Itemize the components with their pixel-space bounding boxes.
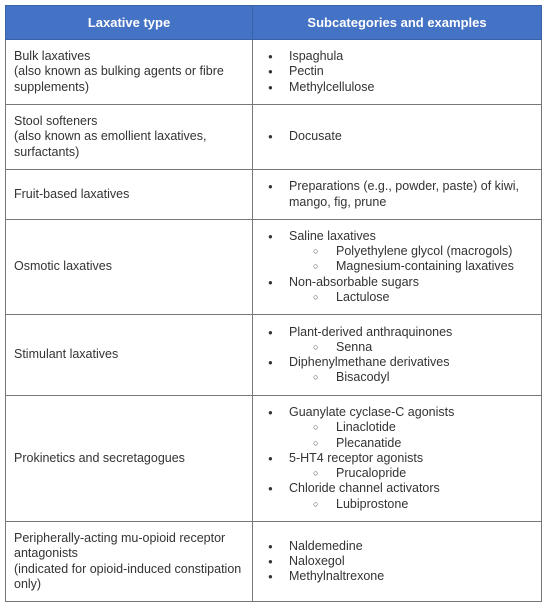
- laxative-type-name: Prokinetics and secretagogues: [14, 450, 185, 465]
- sub-list-item: ○ Senna: [313, 340, 533, 355]
- list-item-text: Pectin: [289, 64, 324, 79]
- laxative-type-name: Bulk laxatives: [14, 49, 91, 64]
- laxative-type-cell: [6, 40, 253, 105]
- table-row: [6, 105, 542, 170]
- list-item-text: Chloride channel activators: [289, 481, 440, 496]
- laxative-type-cell: [6, 396, 253, 522]
- sub-list-item: ○ Lactulose: [313, 290, 533, 305]
- table-row: [6, 40, 542, 105]
- list-item: [265, 64, 533, 79]
- list-item-text: Saline laxatives: [289, 228, 376, 243]
- examples-cell: [253, 40, 542, 105]
- list-item: [265, 49, 533, 64]
- examples-list: [265, 129, 533, 144]
- examples-list: [265, 325, 533, 386]
- list-item-text: 5-HT4 receptor agonists: [289, 450, 424, 465]
- examples-list: [265, 405, 533, 511]
- header-laxative-type: Laxative type: [6, 6, 253, 40]
- table-row: [6, 522, 542, 602]
- list-item: [265, 405, 533, 451]
- examples-cell: [253, 170, 542, 220]
- examples-list: [265, 229, 533, 305]
- examples-cell: [253, 220, 542, 315]
- examples-list: [265, 179, 533, 209]
- list-item-text: Methylcellulose: [289, 79, 375, 94]
- list-item-text: Naloxegol: [289, 553, 345, 568]
- sub-list: [289, 497, 533, 512]
- examples-cell: [253, 105, 542, 170]
- sub-list: [289, 340, 533, 355]
- laxative-type-cell: [6, 220, 253, 315]
- laxative-type-name: Fruit-based laxatives: [14, 186, 130, 201]
- table-row: [6, 220, 542, 315]
- laxative-type-name: Stimulant laxatives: [14, 347, 119, 362]
- sub-list: [289, 244, 533, 274]
- list-item-text: Diphenylmethane derivatives: [289, 355, 450, 369]
- list-item: [265, 129, 533, 144]
- laxative-type-cell: [6, 522, 253, 602]
- laxative-type-cell: [6, 315, 253, 396]
- laxative-type-note: (also known as emollient laxatives, surfactants): [14, 129, 207, 159]
- table-row: [6, 170, 542, 220]
- list-item: [265, 481, 533, 511]
- list-item: [265, 539, 533, 554]
- examples-cell: [253, 315, 542, 396]
- table-row: [6, 396, 542, 522]
- sub-list: [289, 466, 533, 481]
- list-item-text: Naldemedine: [289, 538, 363, 553]
- header-subcategories: Subcategories and examples: [253, 6, 542, 40]
- list-item-text: Non-absorbable sugars: [289, 274, 419, 289]
- examples-list: [265, 539, 533, 585]
- list-item: [265, 229, 533, 275]
- table-row: [6, 315, 542, 396]
- list-item: [265, 275, 533, 305]
- list-item: [265, 355, 533, 385]
- header-row: [6, 6, 542, 40]
- examples-list: [265, 49, 533, 95]
- table-body: [6, 40, 542, 602]
- list-item: [265, 451, 533, 481]
- sub-list-item: ○ Bisacodyl: [313, 370, 533, 385]
- list-item: [265, 80, 533, 95]
- sub-list-item: ○ Polyethylene glycol (macrogols): [313, 244, 533, 259]
- list-item-text: Preparations (e.g., powder, paste) of kiwi, mango, fig, prune: [289, 179, 519, 209]
- sub-list: [289, 290, 533, 305]
- list-item: [265, 179, 533, 209]
- laxative-table: [5, 5, 542, 602]
- examples-cell: [253, 396, 542, 522]
- list-item-text: Methylnaltrexone: [289, 569, 385, 584]
- list-item-text: Plant-derived anthraquinones: [289, 324, 453, 339]
- sub-list: [289, 420, 533, 450]
- laxative-type-name: Peripherally-acting mu-opioid receptor antagonists: [14, 531, 226, 561]
- laxative-type-name: Osmotic laxatives: [14, 259, 112, 274]
- list-item-text: Ispaghula: [289, 49, 344, 64]
- sub-list-item: ○ Magnesium-containing laxatives: [313, 259, 533, 274]
- laxative-type-note: (also known as bulking agents or fibre supplements): [14, 64, 224, 94]
- sub-list-item: ○ Linaclotide: [313, 420, 533, 435]
- laxative-type-note: (indicated for opioid-induced constipation only): [14, 561, 242, 591]
- sub-list: [289, 370, 533, 385]
- list-item: [265, 325, 533, 355]
- sub-list-item: ○ Lubiprostone: [313, 497, 533, 512]
- list-item-text: Guanylate cyclase-C agonists: [289, 405, 455, 420]
- list-item: [265, 554, 533, 569]
- examples-cell: [253, 522, 542, 602]
- sub-list-item: ○ Prucalopride: [313, 466, 533, 481]
- laxative-type-cell: [6, 105, 253, 170]
- laxative-type-name: Stool softeners: [14, 114, 98, 129]
- sub-list-item: ○ Plecanatide: [313, 436, 533, 451]
- laxative-type-cell: [6, 170, 253, 220]
- list-item-text: Docusate: [289, 129, 342, 144]
- list-item: [265, 569, 533, 584]
